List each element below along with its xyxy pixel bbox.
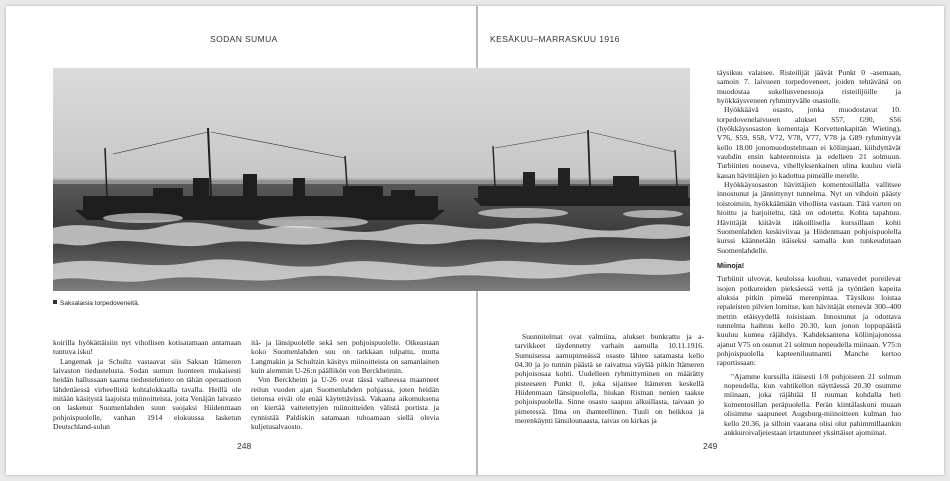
torpedo-boats-photo xyxy=(53,68,690,291)
paragraph: Langemak ja Schultz vastaavat siis Saksan Itämeren laivaston tiedustelusta. Sodan sumun luonteen mukaisesti heidän hallussaan saama tiedustelutieto on tähän operaatioon lähdettäessä virheellistä kohtalokkaalla tavalla. Heillä ole mitään käsitystä laajoista miinoitteista, joita Venäjän laivasto on laskenut Suomenlahden suun suojaksi Hiidenmaan pohjoispuolelle, vanhan 1914 elokuussa lasketun Deutschland-sulun xyxy=(53,356,241,432)
paragraph: Turbiinit ulvovat, keuloissa kuohuu, vanavedet poreilevat isojen potkureiden pieksäessä vettä ja työntäen kapeita aluksia pitkin pimeää merenpintaa. Täysikuu loistaa repaleisten pilvien lomitse, kun hävittäjät etenevät 300–400 metrin etäisyydellä toisistaan. Innostunut ja odottava tunnelma haihtuu kello 20.30, kun jonon loppupäästä kuuluu kumea räjähdys. Kahdeksantena köliinjajonossa ajanut V75 on osunut 21 solmun nopeudella miinaan. V75:n pohjoispuolella kapteeniluutnantti Manche kertoo raportissaan: xyxy=(717,274,901,368)
page-number-right: 249 xyxy=(703,441,718,451)
running-head-right: KESÄKUU–MARRASKUU 1916 xyxy=(490,34,620,44)
paragraph: Hyökkäävä osasto, jonka muodostavat 10. torpedovenelaivueen alukset S57, G90, S56 (hyökkäysosaston komentaja Korvettenkapitän Wieting), V76, S59, S58, V72, V78, V77, V78 ja G89 ryhmittyvät kello 18.00 jonomuodostelmaan ei köliinjaan, kiihdyttävät vauhdin ensin kahteentoista ja edelleen 21 solmuun. Turbiinien nouseva, vihellyksenkainen ulina kuuluu vielä kauan hävittäjien jo kadottua pimeälle merelle. xyxy=(717,105,901,180)
paragraph: Hyökkäysosaston hävittäjien komentosillalla vallitsee innostunut ja jännittynyt tunnelma. Nyt on vihdoin päästy toistoimiin, hyökkäämään vihollista vastaan. Tätä varten on hioittu ja harjoiteltu, tätä on odotettu. Kohta tapahtuu. Hävittäjät kiitävät itäkoillisella kurssillaan kohti Suomenlahden keskiviivaa ja Hiidenmaan pohjoispuolella kurssi käännetään itäiseksi samalla kun tunkeudutaan Suomenlahdelle. xyxy=(717,180,901,255)
paragraph: itä- ja länsipuolelle sekä sen pohjoispuolelle. Oikeastaan koko Suomenlahden suu on tarkkaan tulpattu, mutta Langmakin ja Schultzin käsitys miinoitteista on samanlainen kuin aiemmin U-26:n päällikön von Berckheimin. xyxy=(251,338,439,376)
text-column-4 xyxy=(717,68,901,255)
photo-caption xyxy=(53,300,140,307)
book-spread xyxy=(6,6,944,475)
section-subheading: Miinoja! xyxy=(717,261,745,270)
paragraph: täysikuu valaisee. Risteilijät jäävät Punkt 0 -asemaan, samoin 7. laivueen torpedoveneet, joiden tehtävänä on muodostaa sukellusvenesuoja risteilijöille ja hyökkäysveneen ryhmittyvälle osastolle. xyxy=(717,68,901,106)
caption-bullet xyxy=(53,300,57,304)
running-head-left: SODAN SUMUA xyxy=(210,34,278,44)
paragraph: Von Berckheim ja U-26 ovat tässä vaiheessa maanneet reilun vuoden ajan Suomenlahden pohjassa, joten heidän tietonsa eivät ole enää käytettävissä. Vakaana aikomuksena on kiertää vaitetettyjen miinoitteiden välistä portista ja rynnistää Paldiskin satamaan tuhoamaan siellä olevia kuljetusalvaosto. xyxy=(251,375,439,432)
paragraph: Suunnitelmat ovat valmiina, alukset bunkrattu ja a-tarvikkeet täydennetty varhain aamulla 10.11.1916. Sumuisessa aamupimeässä osasto lähtee satamasta kello 04.30 ja jo tunnin päästä se raivattua väylää pitkin Itämeren pohjoisosaa kohti. Uudelleen ryhmittyminen on määrätty pisteeseen Punkt 0, joka sijaitsee Itämeren keskellä Hiidenmaan länsipuolella, hiukan Ristnan nenien taakse pohjoispuolella. Sinne osasto saapuu alkuillasta, taivaan jo pimetessä. Ilma on ihanteellinen. Tuuli on heikkoa ja merenkäynti länsilounaasta, taivas on kirkas ja xyxy=(515,332,704,426)
text-column-1 xyxy=(53,338,241,431)
paragraph: koirilla hyökättäisiin nyt vihollisen kotisatamaan antamaan tuntuva isku! xyxy=(53,338,241,357)
text-column-3 xyxy=(515,332,704,425)
text-column-4-lower xyxy=(717,261,901,437)
page-number-left: 248 xyxy=(237,441,252,451)
caption-text: Saksalaisia torpedoveneitä. xyxy=(60,300,140,307)
text-column-2 xyxy=(251,338,439,431)
quote-paragraph: "Ajamme kurssilla itäisesti 1/8 pohjoiseen 21 solmun nopeudella, kun vahtikellon näyttäessä 20.30 osumme miinaan, joka räjähtää II ruuman kohdalla heti komentosillan peräpuolella. Perän kiintälaskuni muaan olisimme saapuneet Augsburg-miinoitteen kulman luo kello 20.36, ja silloin vaarana olisi olut pahimmillaankin ankkuroivaljeiestaan irtautuneet yksittäiset ajomiinat. xyxy=(724,371,901,437)
